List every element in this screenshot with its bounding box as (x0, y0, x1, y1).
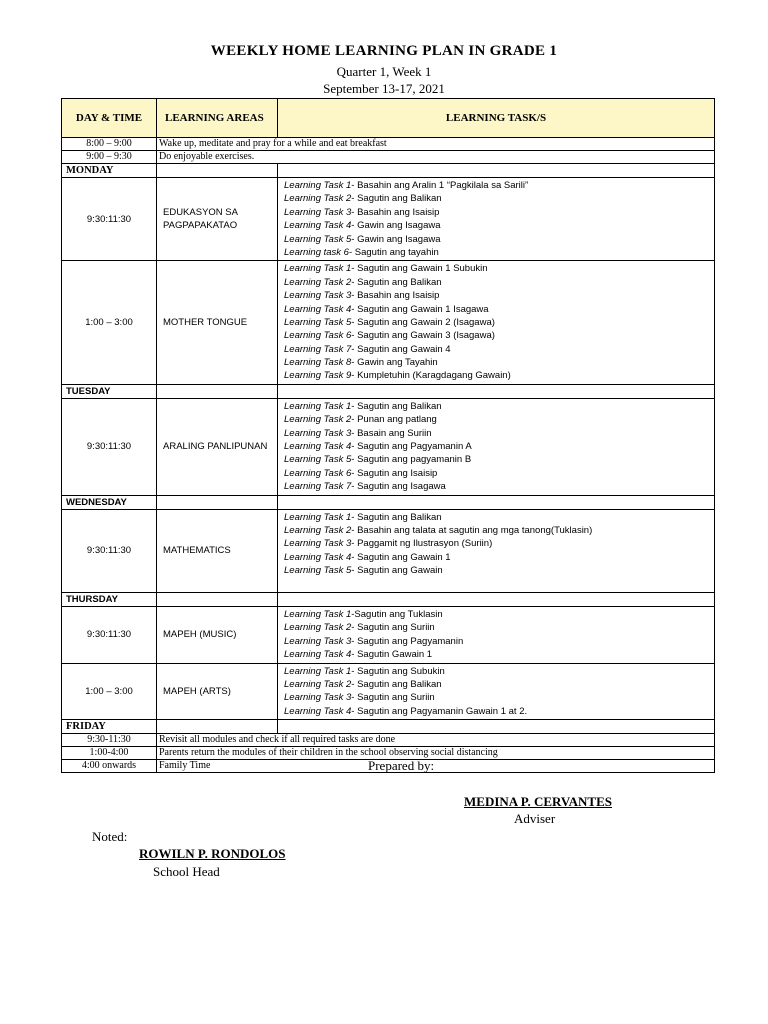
friday-time: 9:30-11:30 (62, 734, 157, 747)
block-time: 9:30:11:30 (62, 178, 157, 261)
task-item (284, 524, 708, 537)
task-text: - Sagutin ang Balikan (351, 276, 442, 288)
task-text: - Sagutin ang Balikan (351, 678, 442, 690)
task-list (278, 398, 715, 495)
friday-activity: Revisit all modules and check if all required tasks are done (157, 734, 715, 747)
block-time: 9:30:11:30 (62, 398, 157, 495)
document-title: WEEKLY HOME LEARNING PLAN IN GRADE 1 (210, 43, 558, 59)
task-text: - Sagutin ang Gawain 2 (Isagawa) (351, 316, 495, 328)
friday-activity: Parents return the modules of their children in the school observing social distancing (157, 747, 715, 760)
routine-time: 8:00 – 9:00 (62, 138, 157, 151)
subject-row (62, 606, 715, 663)
friday-activity: Family Time (157, 760, 715, 773)
task-label: Learning Task 1 (284, 511, 352, 523)
noted-label: Noted: (92, 829, 128, 844)
task-label: Learning Task 4 (284, 705, 352, 717)
task-text: - Basain ang Suriin (351, 427, 432, 439)
col-day-time: DAY & TIME (62, 99, 157, 138)
block-area: MAPEH (MUSIC) (157, 606, 278, 663)
routine-time: 9:00 – 9:30 (62, 151, 157, 164)
block-area: MOTHER TONGUE (157, 261, 278, 385)
task-label: Learning Task 5 (284, 233, 352, 245)
task-text: - Sagutin ang Pagyamanin (351, 635, 464, 647)
task-text: - Punan ang patlang (351, 414, 437, 426)
task-label: Learning Task 4 (284, 441, 352, 453)
subject-row (62, 398, 715, 495)
task-item (284, 233, 708, 246)
task-item (284, 691, 708, 704)
task-text: - Sagutin ang Gawain 4 (351, 343, 451, 355)
task-label: Learning Task 4 (284, 220, 352, 232)
task-item (284, 413, 708, 426)
task-text: - Sagutin ang Gawain 3 (Isagawa) (351, 330, 495, 342)
task-text: - Sagutin ang Gawain (351, 565, 443, 577)
task-text: - Gawin ang Isagawa (351, 220, 441, 232)
task-label: Learning Task 2 (284, 622, 352, 634)
col-learning-tasks: LEARNING TASK/S (278, 99, 715, 138)
task-label: Learning Task 5 (284, 454, 352, 466)
task-item (284, 564, 708, 577)
task-item (284, 467, 708, 480)
table-row (62, 151, 715, 164)
task-item (284, 400, 708, 413)
day-label: THURSDAY (62, 592, 157, 606)
day-label: MONDAY (62, 164, 157, 178)
task-text: - Sagutin ang Pagyamanin Gawain 1 at 2. (351, 705, 528, 717)
task-item (284, 551, 708, 564)
task-label: Learning task 6 (284, 246, 349, 258)
task-label: Learning Task 1 (284, 608, 352, 620)
block-time: 9:30:11:30 (62, 509, 157, 592)
col-learning-areas: LEARNING AREAS (157, 99, 278, 138)
task-item (284, 276, 708, 289)
task-label: Learning Task 5 (284, 316, 352, 328)
task-item (284, 179, 708, 192)
task-item (284, 621, 708, 634)
task-text: - Sagutin ang tayahin (348, 246, 439, 258)
task-item (284, 303, 708, 316)
task-label: Learning Task 3 (284, 538, 352, 550)
task-text: - Basahin ang Isaisip (351, 206, 440, 218)
block-area: ARALING PANLIPUNAN (157, 398, 278, 495)
day-row-thursday (62, 592, 715, 606)
task-text: - Basahin ang Aralin 1 “Pagkilala sa Sarili” (351, 180, 529, 191)
task-label: Learning Task 5 (284, 565, 352, 577)
task-label: Learning Task 4 (284, 551, 352, 563)
task-item (284, 705, 708, 718)
task-text: - Kumpletuhin (Karagdagang Gawain) (351, 370, 511, 382)
task-text: -Sagutin ang Tuklasin (351, 608, 443, 620)
table-row (62, 734, 715, 747)
task-label: Learning Task 6 (284, 330, 352, 342)
quarter-week: Quarter 1, Week 1 (336, 64, 432, 79)
task-item (284, 316, 708, 329)
task-text: - Sagutin ang Isaisip (351, 467, 438, 479)
school-head-name: ROWILN P. RONDOLOS (139, 846, 286, 861)
task-label: Learning Task 1 (284, 263, 352, 275)
learning-plan-table (61, 98, 715, 773)
task-item (284, 678, 708, 691)
task-label: Learning Task 6 (284, 467, 352, 479)
task-text: - Sagutin ang Balikan (351, 400, 442, 412)
subject-row (62, 261, 715, 385)
task-text: - Sagutin ang Gawain 1 (351, 551, 451, 563)
task-list (278, 606, 715, 663)
prepared-by-label: Prepared by: (368, 758, 435, 773)
task-label: Learning Task 2 (284, 193, 352, 205)
task-item (284, 369, 708, 382)
task-list (278, 663, 715, 720)
task-item (284, 343, 708, 356)
task-item (284, 453, 708, 466)
task-label: Learning Task 3 (284, 692, 352, 704)
task-item (284, 246, 708, 259)
block-area: MAPEH (ARTS) (157, 663, 278, 720)
adviser-role: Adviser (514, 811, 556, 826)
task-text: - Paggamit ng Ilustrasyon (Suriin) (351, 538, 493, 550)
block-area: EDUKASYON SA PAGPAPAKATAO (157, 178, 278, 261)
block-time: 1:00 – 3:00 (62, 663, 157, 720)
task-text: - Sagutin ang Gawain 1 Isagawa (351, 303, 489, 315)
subject-row (62, 663, 715, 720)
task-item (284, 511, 708, 524)
task-list (278, 509, 715, 592)
task-label: Learning Task 4 (284, 649, 352, 661)
task-item (284, 356, 708, 369)
task-text: - Sagutin ang Suriin (351, 692, 435, 704)
task-text: - Sagutin ang Subukin (351, 665, 445, 677)
task-text: - Sagutin ang Pagyamanin A (351, 441, 472, 453)
task-label: Learning Task 2 (284, 524, 352, 536)
day-row-tuesday (62, 384, 715, 398)
friday-time: 1:00-4:00 (62, 747, 157, 760)
task-text: - Basahin ang Isaisip (351, 290, 440, 302)
table-header-row (62, 99, 715, 138)
routine-activity: Wake up, meditate and pray for a while and eat breakfast (157, 138, 715, 151)
task-item (284, 219, 708, 232)
task-text: - Gawin ang Isagawa (351, 233, 441, 245)
subject-row (62, 178, 715, 261)
day-label: TUESDAY (62, 384, 157, 398)
task-label: Learning Task 4 (284, 303, 352, 315)
task-item (284, 480, 708, 493)
task-text: - Sagutin Gawain 1 (351, 649, 433, 661)
task-item (284, 427, 708, 440)
day-row-friday (62, 720, 715, 734)
task-list (278, 178, 715, 261)
task-text: - Sagutin ang Suriin (351, 622, 435, 634)
date-range: September 13-17, 2021 (323, 81, 445, 96)
block-time: 1:00 – 3:00 (62, 261, 157, 385)
task-label: Learning Task 7 (284, 481, 352, 493)
task-label: Learning Task 3 (284, 427, 352, 439)
task-label: Learning Task 2 (284, 414, 352, 426)
school-head-role: School Head (153, 864, 220, 879)
task-label: Learning Task 1 (284, 665, 352, 677)
task-label: Learning Task 3 (284, 635, 352, 647)
block-time: 9:30:11:30 (62, 606, 157, 663)
task-label: Learning Task 7 (284, 343, 352, 355)
task-item (284, 289, 708, 302)
task-item (284, 635, 708, 648)
task-item (284, 440, 708, 453)
task-label: Learning Task 3 (284, 206, 352, 218)
day-label: WEDNESDAY (62, 495, 157, 509)
task-item (284, 648, 708, 661)
friday-time: 4:00 onwards (62, 760, 157, 773)
task-label: Learning Task 2 (284, 678, 352, 690)
adviser-name: MEDINA P. CERVANTES (464, 794, 612, 809)
task-item (284, 329, 708, 342)
task-text: - Sagutin ang Balikan (351, 511, 442, 523)
day-label: FRIDAY (62, 720, 157, 734)
task-text: - Basahin ang talata at sagutin ang mga tanong(Tuklasin) (351, 524, 593, 536)
task-text: - Sagutin ang pagyamanin B (351, 454, 472, 466)
task-item (284, 608, 708, 621)
task-item (284, 262, 708, 275)
task-text: - Sagutin ang Balikan (351, 193, 442, 205)
task-list (278, 261, 715, 385)
task-label: Learning Task 2 (284, 276, 352, 288)
routine-activity: Do enjoyable exercises. (157, 151, 715, 164)
task-label: Learning Task 9 (284, 370, 352, 382)
task-label: Learning Task 1 (284, 400, 352, 412)
day-row-monday (62, 164, 715, 178)
task-item (284, 665, 708, 678)
task-label: Learning Task 3 (284, 290, 352, 302)
table-row (62, 138, 715, 151)
task-item (284, 537, 708, 550)
task-label: Learning Task 8 (284, 357, 352, 369)
task-item (284, 206, 708, 219)
day-row-wednesday (62, 495, 715, 509)
task-text: - Sagutin ang Gawain 1 Subukin (351, 263, 488, 275)
task-item (284, 192, 708, 205)
block-area: MATHEMATICS (157, 509, 278, 592)
task-text: - Sagutin ang Isagawa (351, 481, 446, 493)
subject-row (62, 509, 715, 592)
task-label: Learning Task 1 (284, 180, 352, 191)
task-text: - Gawin ang Tayahin (351, 357, 438, 369)
